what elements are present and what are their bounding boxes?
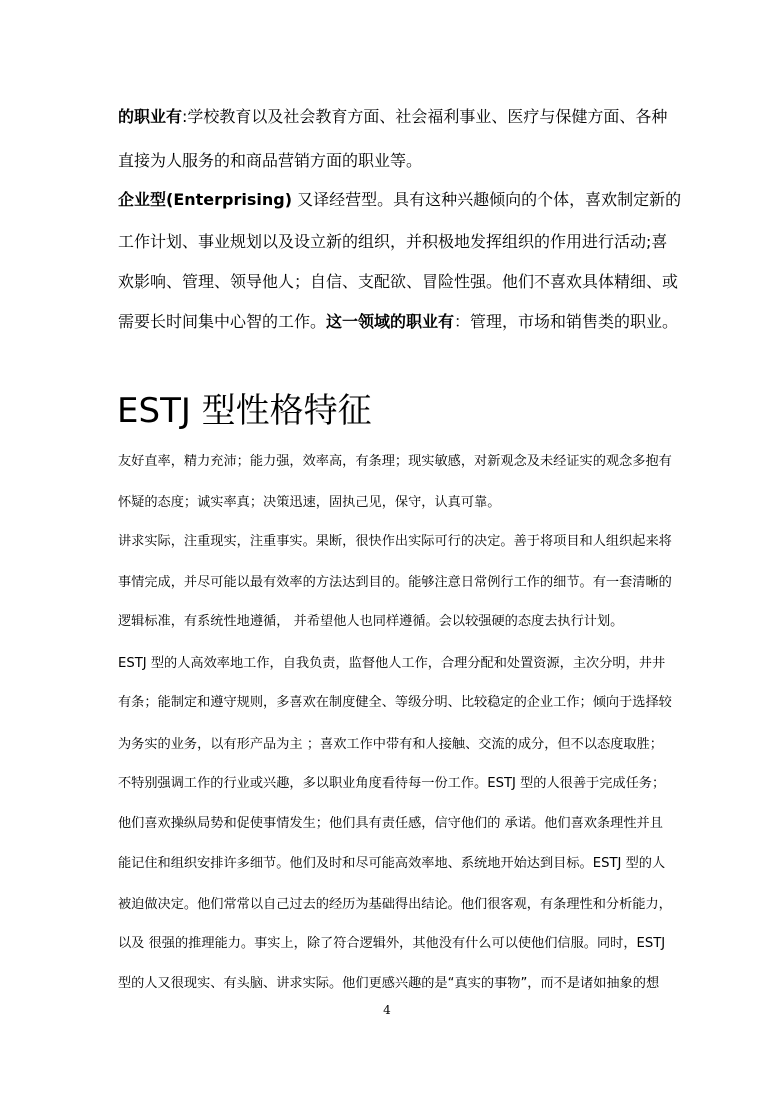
paragraph-line: 逻辑标准，有系统性地遵循， 并希望他人也同样遵循。会以较强硬的态度去执行计划。 <box>118 614 624 629</box>
paragraph-line: 以及 很强的推理能力。事实上，除了符合逻辑外，其他没有什么可以使他们信服。同时，ESTJ <box>118 936 666 951</box>
paragraph-line: 友好直率，精力充沛；能力强，效率高，有条理；现实敏感，对新观念及未经证实的观念多抱有 <box>118 454 672 469</box>
paragraph-line: 型的人又很现实、有头脑、讲求实际。他们更感兴趣的是“真实的事物”，而不是诸如抽象的想 <box>118 976 660 991</box>
line-text: 需要长时间集中心智的工作。 <box>118 312 327 331</box>
paragraph-line: 他们喜欢操纵局势和促使事情发生；他们具有责任感，信守他们的 承诺。他们喜欢条理性并且 <box>118 816 663 831</box>
page-number: 4 <box>383 1003 391 1017</box>
paragraph-line: 怀疑的态度；诚实率真；决策迅速，固执己见，保守，认真可靠。 <box>118 495 501 510</box>
paragraph-line: 被迫做决定。他们常常以自己过去的经历为基础得出结论。他们很客观，有条理性和分析能力， <box>118 897 672 912</box>
paragraph-line: ESTJ 型的人高效率地工作，自我负责，监督他人工作，合理分配和处置资源，主次分明，井井 <box>118 656 666 671</box>
paragraph-line: 讲求实际，注重现实，注重事实。果断，很快作出实际可行的决定。善于将项目和人组织起来将 <box>118 534 672 549</box>
line-text: 又译经营型。具有这种兴趣倾向的个体，喜欢制定新的 <box>292 190 682 209</box>
bold-label: 的职业有 <box>118 107 183 126</box>
paragraph-line <box>118 187 681 210</box>
line-text: ：管理，市场和销售类的职业。 <box>454 312 679 331</box>
paragraph-line: 工作计划、事业规划以及设立新的组织，并积极地发挥组织的作用进行活动;喜 <box>118 232 668 251</box>
bold-label: 这一领域的职业有 <box>326 312 455 331</box>
paragraph-line: 事情完成，并尽可能以最有效率的方法达到目的。能够注意日常例行工作的细节。有一套清晰的 <box>118 575 672 590</box>
paragraph-line: 不特别强调工作的行业或兴趣，多以职业角度看待每一份工作。ESTJ 型的人很善于完成任务； <box>118 776 666 791</box>
line-text: :学校教育以及社会教育方面、社会福利事业、医疗与保健方面、各种 <box>182 107 668 126</box>
paragraph-line: 为务实的业务，以有形产品为主 ；喜欢工作中带有和人接触、交流的成分，但不以态度取胜； <box>118 737 663 752</box>
paragraph-line: 直接为人服务的和商品营销方面的职业等。 <box>118 151 423 170</box>
section-heading: ESTJ 型性格特征 <box>117 391 372 431</box>
paragraph-line: 欢影响、管理、领导他人；自信、支配欲、冒险性强。他们不喜欢具体精细、或 <box>118 272 679 291</box>
paragraph-line: 能记住和组织安排许多细节。他们及时和尽可能高效率地、系统地开始达到目标。ESTJ 型的人 <box>118 856 666 871</box>
bold-label: 企业型(Enterprising) <box>118 190 293 209</box>
paragraph-line <box>118 309 678 332</box>
paragraph-line <box>118 104 667 127</box>
paragraph-line: 有条；能制定和遵守规则，多喜欢在制度健全、等级分明、比较稳定的企业工作；倾向于选择较 <box>118 695 672 710</box>
